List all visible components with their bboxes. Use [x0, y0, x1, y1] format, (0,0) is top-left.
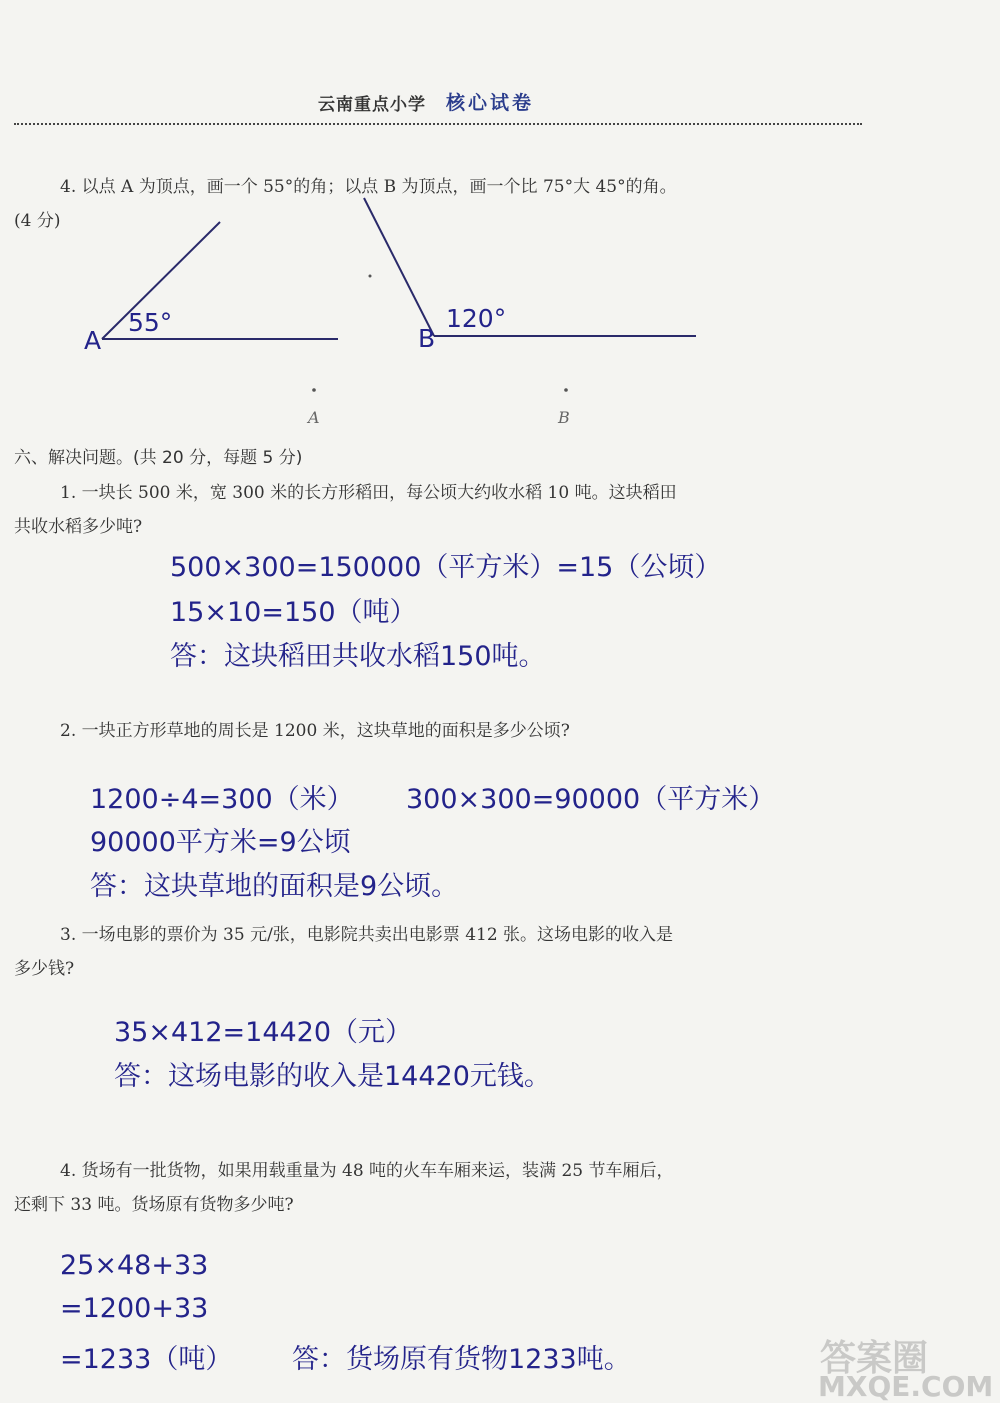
- section-heading: 六、解决问题。(共 20 分，每题 5 分): [14, 448, 303, 468]
- header-series-badge: 核心试卷: [446, 92, 535, 114]
- angle-a-degree-label: 55°: [128, 308, 173, 337]
- p1-text-line1: 1. 一块长 500 米，宽 300 米的长方形稻田，每公顷大约收水稻 10 吨。这块稻田: [60, 483, 677, 503]
- p1-answer-line1: 500×300=150000（平方米）=15（公顷）: [170, 552, 722, 583]
- angle-drawings: [0, 0, 1000, 450]
- p2-answer-line2: 90000平方米=9公顷: [90, 827, 351, 858]
- p1-text-line2: 共收水稻多少吨?: [14, 517, 143, 537]
- angle-b-vertex-label: B: [418, 324, 436, 353]
- p1-answer-line3: 答：这块稻田共收水稻150吨。: [170, 641, 546, 672]
- p2-answer-line3: 答：这块草地的面积是9公顷。: [90, 871, 459, 902]
- p2-text-line1: 2. 一块正方形草地的周长是 1200 米，这块草地的面积是多少公顷?: [60, 721, 570, 741]
- angle-b-arm-ray: [364, 198, 434, 336]
- point-b-label: B: [558, 408, 570, 427]
- header-school: 云南重点小学: [318, 95, 426, 115]
- p4-answer-line4: 答：货场原有货物1233吨。: [292, 1344, 631, 1375]
- p4-answer-line3: =1233（吨）: [60, 1344, 233, 1375]
- p2-answer-line1b: 300×300=90000（平方米）: [406, 784, 776, 815]
- point-b-dot: [564, 388, 568, 392]
- p3-answer-line1: 35×412=14420（元）: [114, 1017, 413, 1048]
- p4-answer-line2: =1200+33: [60, 1293, 209, 1324]
- point-a-dot: [312, 388, 316, 392]
- p3-answer-line2: 答：这场电影的收入是14420元钱。: [114, 1061, 551, 1092]
- watermark-url: MXQE.COM: [818, 1370, 994, 1403]
- p4-text-line2: 还剩下 33 吨。货场原有货物多少吨?: [14, 1195, 294, 1215]
- watermark-logo: 答案圈: [820, 1338, 929, 1379]
- q4-text-line2: (4 分): [14, 211, 61, 231]
- p3-text-line1: 3. 一场电影的票价为 35 元/张，电影院共卖出电影票 412 张。这场电影的收入是: [60, 925, 674, 945]
- point-a-label: A: [308, 408, 320, 427]
- p1-answer-line2: 15×10=150（吨）: [170, 597, 417, 628]
- p3-text-line2: 多少钱?: [14, 959, 75, 979]
- p4-text-line1: 4. 货场有一批货物，如果用载重量为 48 吨的火车车厢来运，装满 25 节车厢后，: [60, 1161, 674, 1181]
- angle-b-degree-label: 120°: [446, 304, 507, 333]
- p2-answer-line1a: 1200÷4=300（米）: [90, 784, 354, 815]
- stray-dot: [369, 275, 372, 278]
- angle-a-vertex-label: A: [84, 326, 102, 355]
- q4-text-line1: 4. 以点 A 为顶点，画一个 55°的角；以点 B 为顶点，画一个比 75°大 45°的角。: [60, 177, 677, 197]
- p4-answer-line1: 25×48+33: [60, 1250, 209, 1281]
